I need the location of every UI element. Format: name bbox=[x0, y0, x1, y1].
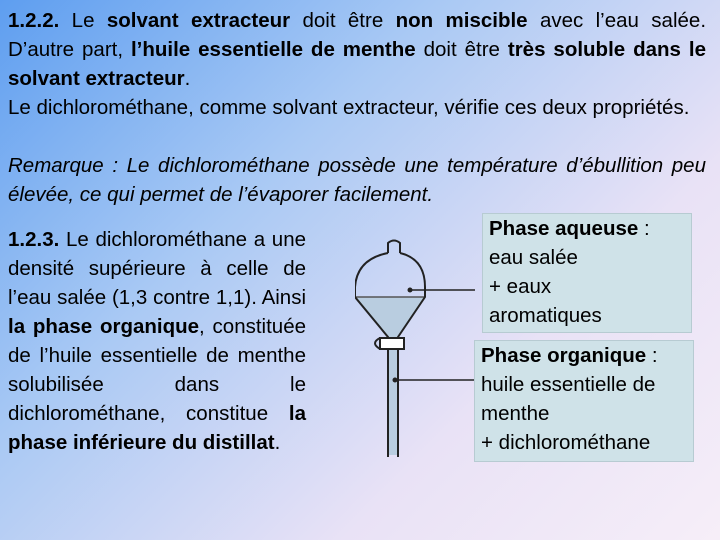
aqueous-title-line bbox=[489, 214, 685, 243]
organic-line: huile essentielle de bbox=[481, 373, 656, 396]
aqueous-line: + eaux bbox=[489, 275, 552, 298]
text-run: . bbox=[274, 431, 281, 454]
paragraph-1-2-2 bbox=[8, 6, 706, 93]
paragraph-1-2-3 bbox=[8, 225, 306, 457]
text-run: , constituée de l’huile essentielle de menthe solubilisée dans le dichlorométhane, constitue bbox=[8, 315, 306, 425]
section-number: 1.2.3. bbox=[8, 228, 60, 251]
stopcock bbox=[380, 338, 404, 349]
section-number: 1.2.2. bbox=[8, 9, 60, 32]
organic-line: menthe bbox=[481, 402, 550, 425]
text-run: avec l’eau salée. D’autre part, bbox=[8, 9, 707, 61]
bold-run: l’huile essentielle de menthe bbox=[130, 38, 416, 61]
pointer-dot bbox=[393, 378, 398, 383]
aqueous-title: Phase aqueuse bbox=[489, 217, 639, 240]
text-run: Le dichlorométhane a une densité supérieure à celle de l’eau salée (1,3 contre 1,1). Ainsi bbox=[8, 228, 306, 309]
aqueous-line: aromatiques bbox=[489, 304, 602, 327]
organic-phase-liquid bbox=[355, 297, 425, 455]
paragraph-remark: Remarque : Le dichlorométhane possède une température d’ébullition peu élevée, ce qui permet de l’évaporer facilement. bbox=[8, 154, 706, 206]
bold-run: la phase inférieure du distillat bbox=[8, 402, 306, 454]
text-run: Le bbox=[59, 9, 107, 32]
text-run: . bbox=[184, 67, 191, 90]
organic-phase-label-box bbox=[474, 340, 694, 462]
organic-line: + dichlorométhane bbox=[481, 431, 651, 454]
stopper-icon bbox=[388, 241, 400, 254]
aqueous-line: eau salée bbox=[489, 246, 578, 269]
aqueous-phase-label-box bbox=[482, 213, 692, 333]
bold-run: solvant extracteur bbox=[106, 9, 291, 32]
organic-title-line bbox=[481, 341, 687, 370]
title-separator: : bbox=[646, 344, 658, 367]
title-separator: : bbox=[638, 217, 650, 240]
text-run: doit être bbox=[290, 9, 396, 32]
bold-run: très soluble dans le solvant extracteur bbox=[8, 38, 706, 90]
bold-run: la phase organique bbox=[8, 315, 200, 338]
text-run: doit être bbox=[415, 38, 508, 61]
paragraph-properties: Le dichlorométhane, comme solvant extracteur, vérifie ces deux propriétés. bbox=[8, 96, 690, 119]
separatory-funnel-diagram bbox=[355, 235, 475, 475]
bold-run: non miscible bbox=[395, 9, 528, 32]
organic-title: Phase organique bbox=[481, 344, 647, 367]
pointer-dot bbox=[408, 288, 413, 293]
